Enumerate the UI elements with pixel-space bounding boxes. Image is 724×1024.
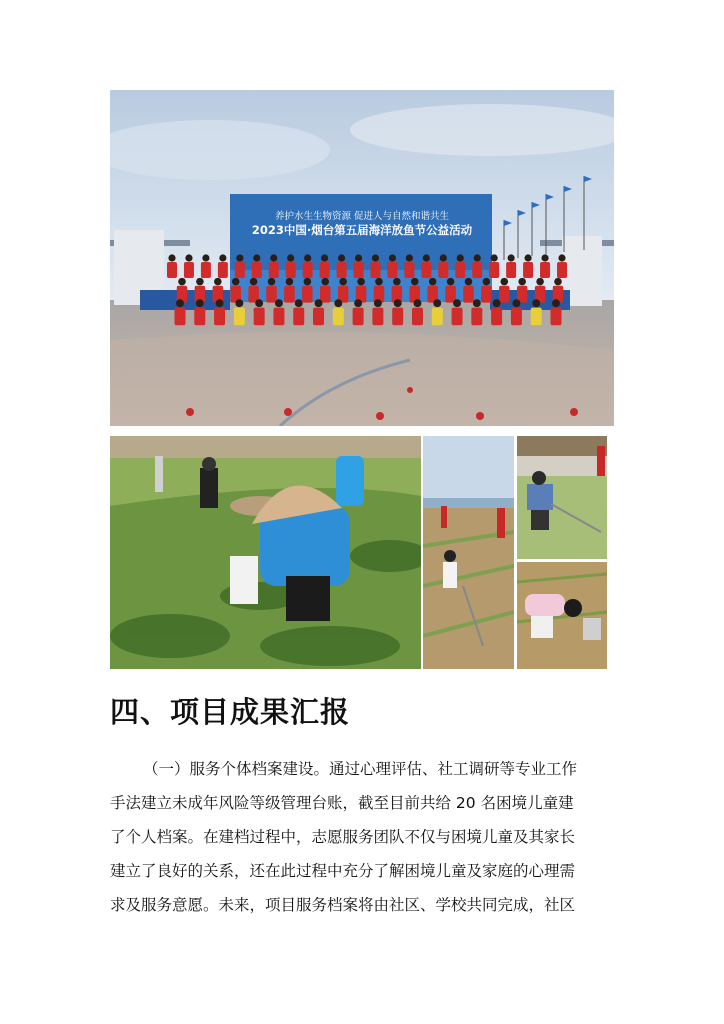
- group-photo: [110, 90, 614, 426]
- section-heading: 四、项目成果汇报: [110, 695, 351, 729]
- man-raking-photo: [517, 436, 607, 559]
- woman-weeding-photo: [517, 562, 607, 669]
- paragraph-line: 建立了良好的关系，还在此过程中充分了解困境儿童及家庭的心理需: [110, 862, 576, 880]
- beach-cleanup-photo: [423, 436, 514, 669]
- paragraph-line: 手法建立未成年风险等级管理台账，截至目前共给 20 名困境儿童建: [110, 794, 574, 812]
- paragraph-line: 求及服务意愿。未来，项目服务档案将由社区、学校共同完成，社区: [110, 896, 576, 914]
- volunteers-grass-photo: [110, 436, 421, 669]
- paragraph-line: （一）服务个体档案建设。通过心理评估、社工调研等专业工作: [143, 760, 578, 778]
- body-paragraph: [110, 752, 616, 922]
- paragraph-line: 了个人档案。在建档过程中，志愿服务团队不仅与困境儿童及其家长: [110, 828, 576, 846]
- banner-event-title: 2023中国·烟台第五届海洋放鱼节公益活动: [251, 223, 473, 237]
- banner-slogan: 养护水生生物资源 促进人与自然和谐共生: [274, 211, 450, 222]
